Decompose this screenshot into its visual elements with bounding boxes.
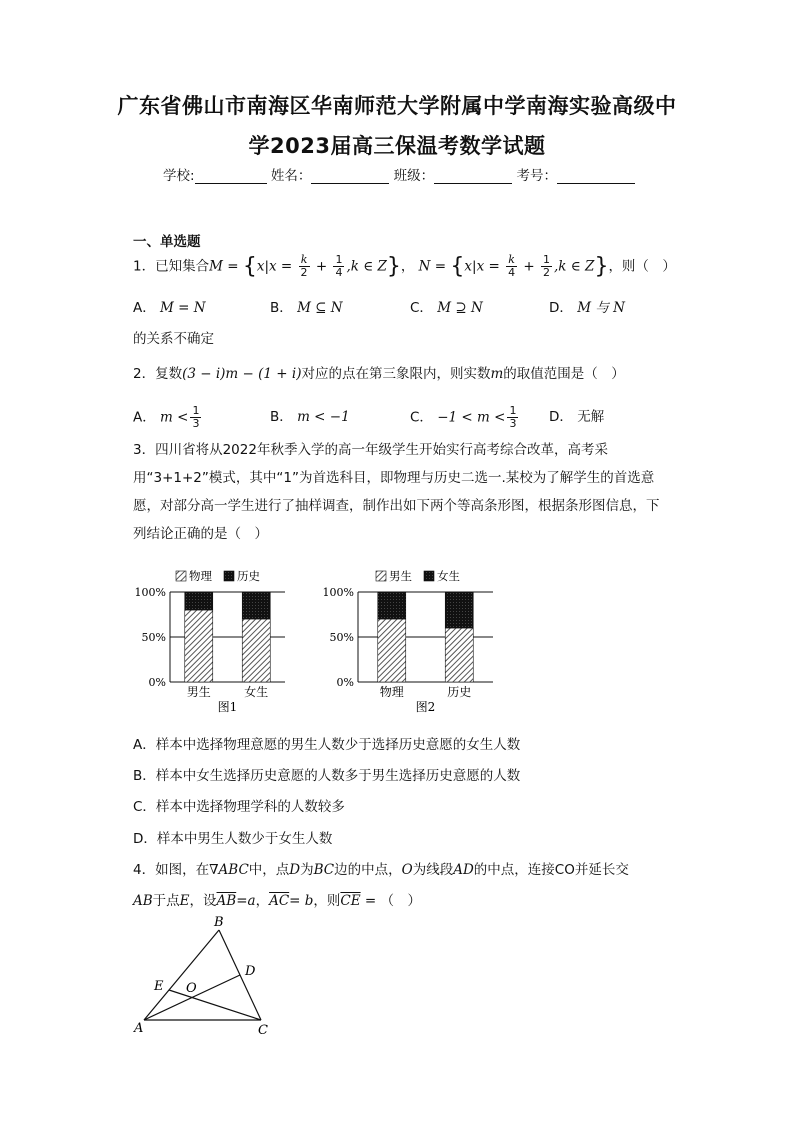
school-label: 学校: [163,168,195,184]
bar-segment [242,592,270,619]
question-2-stem: 2．复数(3 − i)m − (1 + i)对应的点在第三象限内，则实数m的取值范围是（ ） [133,366,625,382]
q1-brace-close-2: } [594,254,609,279]
title-line-1: 广东省佛山市南海区华南师范大学附属中学南海实验高级中 [117,94,677,118]
q1-frac-14: $\frac{1}{4}$ [335,253,343,279]
label-o: O [186,981,197,996]
chart-title: 图2 [415,700,436,714]
bar-segment [378,592,406,619]
label-d: D [245,964,256,979]
q4-triangle-figure [128,912,288,1037]
question-3-stem: 3．四川省将从2022年秋季入学的高一年级学生开始实行高考综合改革，高考采用“3+1+2”模式，其中“1”为首选科目，即物理与历史二选一.某校为了解学生的首选意愿，对部分高一学生进行了抽样调查，制作出如下两个等高条形图，根据条形图信息，下列结论正确的是（ ） [133,442,660,542]
class-label: 班级： [393,168,435,184]
q1-frac-12: $\frac{1}{2}$ [543,253,550,279]
label-c: C [258,1023,268,1037]
legend-swatch [376,571,386,581]
q1-x-2: x [464,258,473,275]
q1-eq-2: = [430,258,451,275]
label-e: E [154,979,164,994]
question-1-stem [133,254,676,279]
q1-plus: + [311,258,332,275]
section-heading: 一、单选题 [133,234,201,250]
chart-title: 图1 [217,700,238,714]
q3-option-c[interactable]: C．样本中选择物理学科的人数较多 [133,799,345,815]
y-tick-label: 50% [141,631,166,644]
bar-segment [445,592,473,628]
q1-k-in-z-2: ,k ∈ Z [554,258,595,275]
legend-label: 历史 [237,569,260,583]
name-blank[interactable] [311,169,389,184]
q1-option-d[interactable]: D． M 与 N [549,300,625,316]
vec-ac: $\overline{AC}$ [269,893,290,909]
segment-ce [169,990,261,1020]
q1-brace-close: } [386,254,401,279]
vec-ab: $\overline{AB}$ [216,893,237,909]
q2-option-b[interactable]: B． m < −1 [270,409,350,425]
y-tick-label: 100% [322,586,354,599]
title-line-2: 学2023届高三保温考数学试题 [248,134,546,158]
legend-swatch [224,571,234,581]
legend-swatch [176,571,186,581]
question-4-stem-line-1: 4．如图，在∇ABC中，点D为BC边的中点，O为线段AD的中点，连接CO并延长交 [133,862,629,878]
q3-option-b[interactable]: B．样本中女生选择历史意愿的人数多于男生选择历史意愿的人数 [133,768,521,784]
q1-eq: = [222,258,243,275]
q3-option-a[interactable]: A．样本中选择物理意愿的男生人数少于选择历史意愿的女生人数 [133,737,521,753]
class-blank[interactable] [434,169,512,184]
x-tick-label: 男生 [186,685,211,699]
legend-label: 女生 [437,569,460,583]
y-tick-label: 100% [134,586,166,599]
bar-segment [185,592,213,610]
school-blank[interactable] [195,169,267,184]
bar-segment [185,610,213,682]
legend-label: 物理 [189,569,212,583]
q2-option-c[interactable]: C． −1 < m < $\frac{1}{3}$ [410,404,517,430]
q1-prefix: 1．已知集合 [133,258,210,275]
q1-bar-2: | [472,258,477,275]
q2-option-a[interactable]: A． m < $\frac{1}{3}$ [133,404,200,430]
q1-set-m: M [209,258,223,275]
q1-frac-k2: $\frac{k}{2}$ [300,253,308,279]
q1-k-in-z: ,k ∈ Z [346,258,387,275]
x-tick-label: 物理 [379,685,404,699]
q1-frac-k4: $\frac{k}{4}$ [508,253,516,279]
q1-set-n: N [418,258,431,275]
legend-label: 男生 [389,569,412,583]
x-tick-label: 历史 [447,685,472,699]
label-a: A [134,1021,144,1036]
exam-no-label: 考号： [516,168,557,184]
x-tick-label: 女生 [244,685,269,699]
side-ab [144,930,219,1020]
q3-charts [128,565,508,725]
label-b: B [214,915,224,930]
q1-suffix: ，则（ ） [608,258,676,275]
q1-option-b[interactable]: B． M ⊆ N [270,300,343,316]
q1-option-a[interactable]: A． M = N [133,300,206,316]
student-info [163,164,635,184]
q1-x-eq: x = [269,258,297,275]
q1-sep: ， [400,258,415,275]
q2-option-d[interactable]: D． 无解 [549,409,605,425]
legend-swatch [424,571,434,581]
name-label: 姓名： [270,168,312,184]
question-4-stem-line-2: AB于点E，设$\overline{AB}=a$，$\overline{AC}= b$，则$\overline{CE}$ = （ ） [133,893,422,909]
q1-option-d-cont: 的关系不确定 [133,331,214,347]
q1-x: x [256,258,265,275]
exam-no-blank[interactable] [557,169,635,184]
q1-plus-2: + [519,258,539,275]
bar-segment [378,619,406,682]
bar-segment [445,628,473,682]
bar-segment [242,619,270,682]
q1-brace-open-2: { [450,254,465,279]
vec-ce: $\overline{CE}$ [340,893,361,909]
q3-option-d[interactable]: D．样本中男生人数少于女生人数 [133,831,333,847]
q1-x-eq-2: x = [476,258,505,275]
y-tick-label: 50% [329,631,354,644]
q1-brace-open: { [242,254,257,279]
q1-option-c[interactable]: C． M ⊇ N [410,300,483,316]
y-tick-label: 0% [148,676,166,689]
y-tick-label: 0% [336,676,354,689]
q1-bar: | [264,258,270,275]
